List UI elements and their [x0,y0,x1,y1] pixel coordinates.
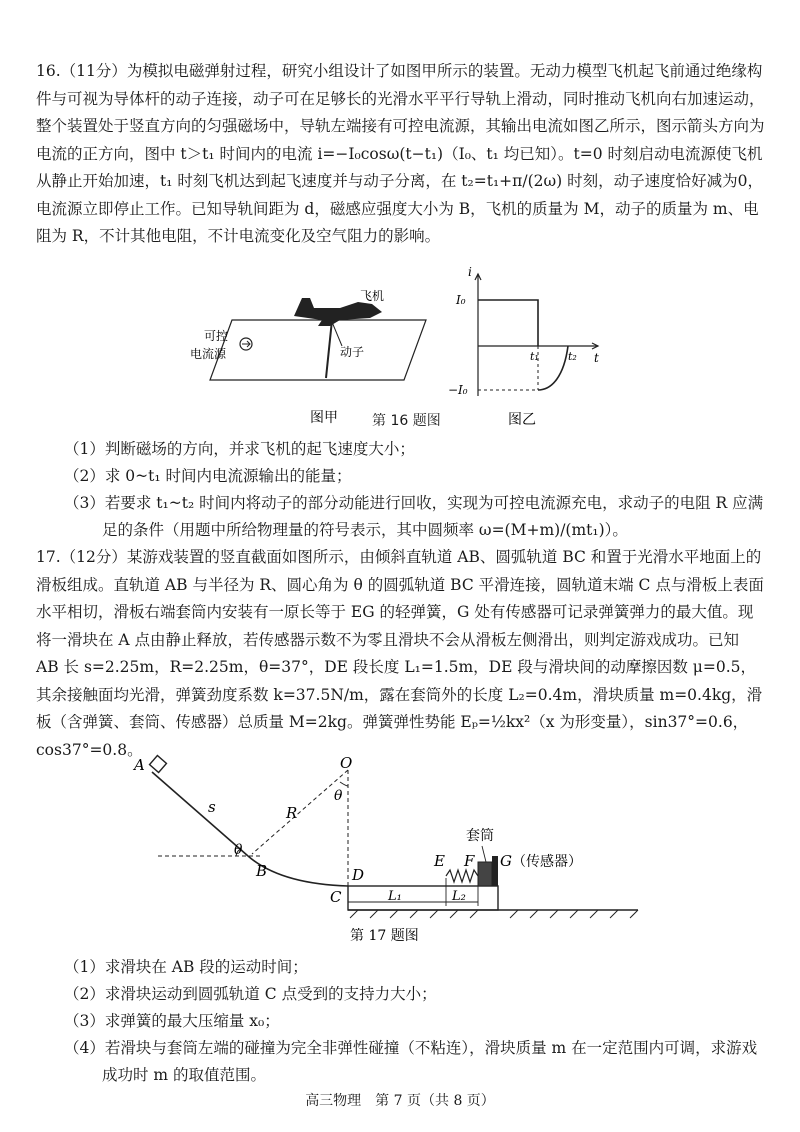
axis-t-label: t [594,351,599,365]
caption-fig-17: 第 17 题图 [350,928,419,944]
cosine-curve [538,346,568,390]
label-source-2: 电流源 [190,347,227,361]
q17-part-3: （3）求弹簧的最大压缩量 x₀； [64,1012,280,1030]
q16-part-2: （2）求 0~t₁ 时间内电流源输出的能量； [64,467,352,485]
q17-part-2: （2）求滑块运动到圆弧轨道 C 点受到的支持力大小； [64,985,437,1003]
label-L2: L₂ [452,889,466,904]
question-16-stem [36,58,766,251]
page-footer: 高三物理 第 7 页（共 8 页） [305,1093,495,1109]
label-D: D [352,866,365,884]
sensor [492,856,498,886]
label-t2: t₂ [568,350,577,363]
spring [446,870,478,882]
question-16-text: 16.（11分）为模拟电磁弹射过程，研究小组设计了如图甲所示的装置。无动力模型飞机起飞前通过绝缘构件与可视为导体杆的动子连接，动子可在足够长的光滑水平平行导轨上滑动，同时推动飞机向右加速运动，整个装置处于竖直方向的匀强磁场中，导轨左端接有可控电流源，其输出电流如图乙所示，图示箭头方向为电流的正方向，图中 t＞t₁ 时间内的电流 i=−I₀cosω(t−t₁)（I₀、t₁ 均已知）。t=0 时刻启动电流源使飞机从静止开始加速，t₁ 时刻飞机达到起飞速度并与动子分离，在 t₂=t₁+π/(2ω) 时刻，动子速度恰好减为0，电流源立即停止工作。已知导轨间距为 d，磁感应强度大小为 B，飞机的质量为 M，动子的质量为 m、电阻为 R，不计其他电阻，不计电流变化及空气阻力的影响。 [36,62,765,245]
figure-17 [130,752,650,948]
label-F: F [464,852,475,870]
current-curve [478,300,538,346]
label-O: O [340,754,353,772]
label-C: C [330,888,342,906]
q17-part-1: （1）求滑块在 AB 段的运动时间； [64,958,308,976]
q17-part-4: （4）若滑块与套筒左端的碰撞为完全非弹性碰撞（不粘连），滑块质量 m 在一定范围内可调，求游戏成功时 m 的取值范围。 [64,1039,758,1084]
label-theta-b: θ [234,842,243,858]
question-17-parts [64,954,764,1089]
axis-i-label: i [468,266,472,279]
rotor-rod [326,320,332,378]
figure-16-title: 第 16 题图 [372,413,441,429]
question-17-text: 17.（12分）某游戏装置的竖直截面如图所示，由倾斜直轨道 AB、圆弧轨道 BC 和置于光滑水平地面上的滑板组成。直轨道 AB 与半径为 R、圆心角为 θ 的圆弧轨道 BC 平滑连接，圆轨道末端 C 点与滑板上表面水平相切，滑板右端套筒内安装有一原长等于 EG 的轻弹簧，G 处有传感器可记录弹簧弹力的最大值。现将一滑块在 A 点由静止释放，若传感器示数不为零且滑块不会从滑板左侧滑出，则判定游戏成功。已知 AB 长 s=2.25m，R=2.25m，θ=37°，DE 段长度 L₁=1.5m，DE 段与滑块间的动摩擦因数 μ=0.5，其余接触面均光滑，弹簧劲度系数 k=37.5N/m，露在套筒外的长度 L₂=0.4m，滑块质量 m=0.4kg，滑板（含弹簧、套筒、传感器）总质量 M=2kg。弹簧弹性势能 Eₚ=½kx²（x 为形变量），sin37°=0.6，cos37°=0.8。 [36,548,764,759]
q16-part-1: （1）判断磁场的方向，并求飞机的起飞速度大小； [64,440,415,458]
label-source-1: 可控 [204,329,229,343]
label-G: G [500,852,512,870]
label-L1: L₁ [388,889,402,904]
label-R: R [286,804,298,822]
caption-fig-b: 图乙 [508,412,536,428]
label-B: B [256,862,268,880]
label-negI0: −I₀ [448,383,468,397]
label-tube: 套筒 [466,828,494,844]
label-sensor: （传感器） [512,854,582,870]
label-s: s [208,798,216,816]
board [348,886,498,910]
label-A: A [134,756,145,774]
question-17-stem [36,544,766,764]
figure-16b [448,266,608,432]
label-plane: 飞机 [360,289,385,303]
label-E: E [434,852,445,870]
q16-part-3: （3）若要求 t₁~t₂ 时间内将动子的部分动能进行回收，实现为可控电流源充电，求动子的电阻 R 应满足的条件（用题中所给物理量的符号表示，其中圆频率 ω=(M+m)/(mt₁)）。 [64,494,764,539]
question-16-parts [64,436,764,544]
rails [210,320,426,380]
label-theta-o: θ [334,788,343,804]
label-rotor: 动子 [340,345,365,359]
label-t1: t₁ [530,350,539,363]
label-I0: I₀ [456,293,466,307]
caption-fig-a: 图甲 [310,410,338,426]
sleeve [478,862,492,886]
